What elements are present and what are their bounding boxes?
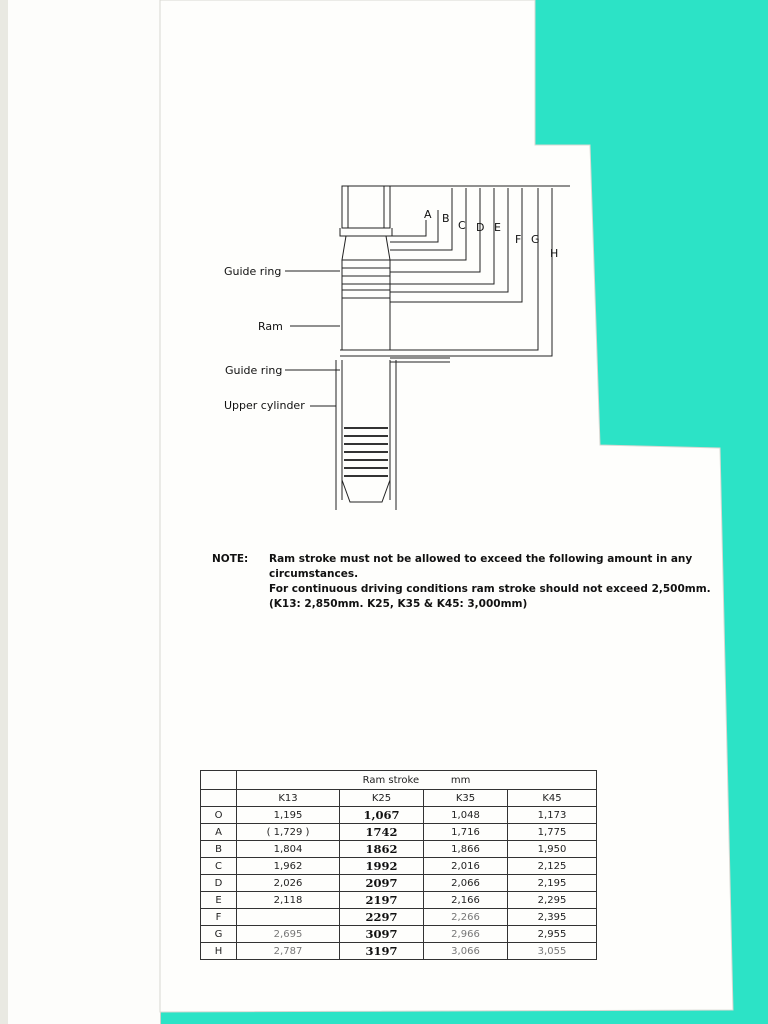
table-cell: 1,775 <box>508 824 597 841</box>
table-cell: 1,195 <box>237 807 340 824</box>
stroke-letter-f: F <box>515 233 522 246</box>
table-cell: 2,026 <box>237 875 340 892</box>
note-line: For continuous driving conditions ram stroke should not exceed 2,500mm. <box>269 583 711 595</box>
table-cell: 2,395 <box>508 909 597 926</box>
ram-body <box>342 260 390 350</box>
table-cell-handwritten: 1,067 <box>340 807 424 824</box>
stroke-letter-c: C <box>458 219 466 232</box>
label-ram: Ram <box>258 320 283 333</box>
table-row <box>201 926 597 943</box>
stroke-letter-h: H <box>550 247 559 260</box>
table-row <box>201 858 597 875</box>
table-cell: ( 1,729 ) <box>237 824 340 841</box>
table-row <box>201 807 597 824</box>
table-cell-handwritten: 1992 <box>340 858 424 875</box>
table-cell: 2,166 <box>424 892 508 909</box>
table-title-cell <box>237 771 597 790</box>
note-line: (K13: 2,850mm. K25, K35 & K45: 3,000mm) <box>269 598 528 610</box>
note-tag: NOTE: <box>212 553 249 565</box>
table-cell: 2,266 <box>424 909 508 926</box>
row-label: O <box>201 807 237 824</box>
blank-header <box>201 790 237 807</box>
table-cell: 1,804 <box>237 841 340 858</box>
table-unit: mm <box>450 774 471 786</box>
stroke-letter-g: G <box>531 233 540 246</box>
row-label: H <box>201 943 237 960</box>
table-cell: 2,118 <box>237 892 340 909</box>
table-row <box>201 943 597 960</box>
table-row <box>201 892 597 909</box>
table-row <box>201 875 597 892</box>
table-row <box>201 841 597 858</box>
note-line: Ram stroke must not be allowed to exceed the following amount in any <box>269 553 693 565</box>
label-guide-ring-top: Guide ring <box>224 265 282 278</box>
ram-cap <box>342 186 390 228</box>
table-row <box>201 824 597 841</box>
stroke-letter-d: D <box>476 221 485 234</box>
table-cell: 2,016 <box>424 858 508 875</box>
table-row <box>201 909 597 926</box>
table-cell: 1,950 <box>508 841 597 858</box>
stroke-letter-b: B <box>442 212 450 225</box>
row-label: A <box>201 824 237 841</box>
table-cell: 2,125 <box>508 858 597 875</box>
column-header: K25 <box>340 790 424 807</box>
table-cell: 1,962 <box>237 858 340 875</box>
table-cell: 3,066 <box>424 943 508 960</box>
row-label: G <box>201 926 237 943</box>
table-title: Ram stroke <box>362 774 420 786</box>
note-line: circumstances. <box>269 568 359 580</box>
column-header: K13 <box>237 790 340 807</box>
stroke-letter-e: E <box>494 221 501 234</box>
row-label: C <box>201 858 237 875</box>
table-cell: 1,866 <box>424 841 508 858</box>
ram-stroke-table <box>200 770 597 960</box>
label-upper-cylinder: Upper cylinder <box>224 399 305 412</box>
stroke-letter-a: A <box>424 208 432 221</box>
table-cell: 2,787 <box>237 943 340 960</box>
table-cell-handwritten: 3197 <box>340 943 424 960</box>
table-cell: 2,966 <box>424 926 508 943</box>
table-cell-handwritten: 1862 <box>340 841 424 858</box>
table-cell-handwritten: 3097 <box>340 926 424 943</box>
table-cell: 2,195 <box>508 875 597 892</box>
table-cell <box>237 909 340 926</box>
table-cell: 2,295 <box>508 892 597 909</box>
table-cell-handwritten: 2097 <box>340 875 424 892</box>
corner-cell <box>201 771 237 790</box>
ram-stroke-diagram <box>190 180 590 520</box>
row-label: F <box>201 909 237 926</box>
note-body <box>269 552 711 612</box>
row-label: D <box>201 875 237 892</box>
table-cell: 2,066 <box>424 875 508 892</box>
table-cell-handwritten: 2197 <box>340 892 424 909</box>
label-guide-ring-bottom: Guide ring <box>225 364 283 377</box>
table-cell-handwritten: 2297 <box>340 909 424 926</box>
table-cell: 1,716 <box>424 824 508 841</box>
column-header: K35 <box>424 790 508 807</box>
table-cell: 2,695 <box>237 926 340 943</box>
row-label: E <box>201 892 237 909</box>
table-cell: 1,173 <box>508 807 597 824</box>
row-label: B <box>201 841 237 858</box>
column-header: K45 <box>508 790 597 807</box>
table-cell-handwritten: 1742 <box>340 824 424 841</box>
table-cell: 1,048 <box>424 807 508 824</box>
table-cell: 3,055 <box>508 943 597 960</box>
table-cell: 2,955 <box>508 926 597 943</box>
